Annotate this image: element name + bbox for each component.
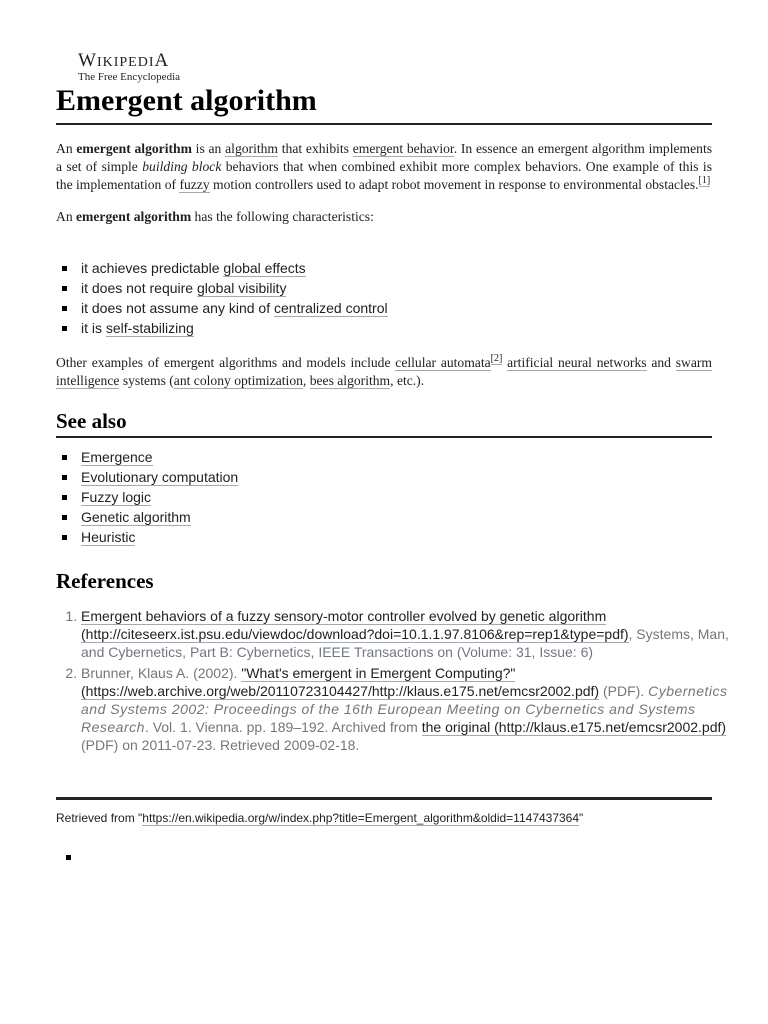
list-item: it does not require global visibility [56, 278, 712, 298]
logo-tagline: The Free Encyclopedia [78, 71, 181, 83]
link-ann[interactable]: artificial neural networks [507, 355, 647, 370]
list-item: it does not assume any kind of centralized control [56, 298, 712, 318]
section-rule [56, 436, 712, 438]
link-evolutionary-computation[interactable]: Evolutionary computation [81, 469, 239, 485]
link-aco[interactable]: ant colony optimization [173, 373, 303, 388]
link-centralized-control[interactable]: centralized control [274, 300, 388, 316]
link-genetic-algorithm[interactable]: Genetic algorithm [81, 509, 191, 525]
list-item [56, 467, 712, 487]
reference-item: 2. Brunner, Klaus A. (2002). "What's emergent in Emergent Computing?" (https://web.archive.org/web/20110723104427/http://klaus.e175.net/emcsr2002.pdf) (PDF). Cybernetics and Systems 2002: Proceedings of the 16th European Meeting on Cybernetics and Systems Research. Vol. 1. Vienna. pp. 189–192. Archived from the original (http://klaus.e175.net/emcsr2002.pdf) (PDF) on 2011-07-23. Retrieved 2009-02-18. [81, 664, 737, 754]
link-bees-algorithm[interactable]: bees algorithm [309, 373, 391, 388]
link-emergence[interactable]: Emergence [81, 449, 153, 465]
references-list [56, 607, 737, 757]
footer-rule [56, 797, 712, 800]
list-item [56, 487, 712, 507]
characteristics-intro: An emergent algorithm has the following characteristics: [56, 209, 374, 224]
reference-2-link[interactable]: "What's emergent in Emergent Computing?" (https://web.archive.org/web/20110723104427/http://klaus.e175.net/emcsr2002.pdf) [81, 665, 600, 699]
link-fuzzy[interactable]: fuzzy [179, 177, 210, 192]
link-global-visibility[interactable]: global visibility [196, 280, 287, 296]
list-item [56, 527, 712, 547]
link-cellular-automata[interactable]: cellular automata [395, 355, 491, 370]
link-heuristic[interactable]: Heuristic [81, 529, 136, 545]
link-global-effects[interactable]: global effects [223, 260, 306, 276]
list-item [56, 447, 712, 467]
reference-item: 1. Emergent behaviors of a fuzzy sensory-motor controller evolved by genetic algorithm (http://citeseerx.ist.psu.edu/viewdoc/download?doi=10.1.1.97.8106&rep=rep1&type=pdf), Systems, Man, and Cybernetics, Part B: Cybernetics, IEEE Transactions on (Volume: 31, Issue: 6) [81, 607, 737, 661]
link-algorithm[interactable]: algorithm [225, 141, 278, 156]
ref-1-link[interactable]: [1] [698, 175, 711, 187]
wikipedia-logo[interactable]: WIKIPEDIA [78, 50, 170, 71]
list-item: it achieves predictable global effects [56, 258, 712, 278]
title-rule [56, 123, 712, 125]
link-fuzzy-logic[interactable]: Fuzzy logic [81, 489, 152, 505]
list-item [56, 507, 712, 527]
link-swarm-intelligence[interactable]: swarm intelligence [56, 355, 712, 388]
permalink[interactable]: https://en.wikipedia.org/w/index.php?title=Emergent_algorithm&oldid=1147437364 [142, 811, 580, 825]
link-self-stabilizing[interactable]: self-stabilizing [105, 320, 194, 336]
retrieved-from: Retrieved from "https://en.wikipedia.org/w/index.php?title=Emergent_algorithm&oldid=1147437364" [56, 811, 584, 825]
see-also-list [56, 447, 712, 547]
characteristics-list [56, 258, 712, 338]
link-emergent-behavior[interactable]: emergent behavior [352, 141, 454, 156]
article-body [56, 140, 712, 226]
intro-paragraph: An emergent algorithm is an algorithm that exhibits emergent behavior. In essence an emergent algorithm implements a set of simple building block behaviors that when combined exhibit more complex behaviors. One example of this is the implementation of fuzzy motion controllers used to adapt robot movement in response to environmental obstacles.[1] [56, 141, 713, 192]
list-item: it is self-stabilizing [56, 318, 712, 338]
page-title: Emergent algorithm [56, 84, 317, 117]
other-examples-paragraph: Other examples of emergent algorithms and models include cellular automata[2] artificial neural networks and swarm intelligence systems (ant colony optimization, bees algorithm, etc.). [56, 353, 712, 388]
see-also-heading: See also [56, 409, 127, 433]
reference-1-link[interactable]: Emergent behaviors of a fuzzy sensory-motor controller evolved by genetic algorithm (http://citeseerx.ist.psu.edu/viewdoc/download?doi=10.1.1.97.8106&rep=rep1&type=pdf) [81, 608, 629, 642]
references-heading: References [56, 569, 154, 593]
ref-2-link[interactable]: [2] [490, 353, 503, 365]
reference-2-original-link[interactable]: the original (http://klaus.e175.net/emcsr2002.pdf) [421, 719, 727, 735]
empty-bullet [66, 855, 71, 860]
